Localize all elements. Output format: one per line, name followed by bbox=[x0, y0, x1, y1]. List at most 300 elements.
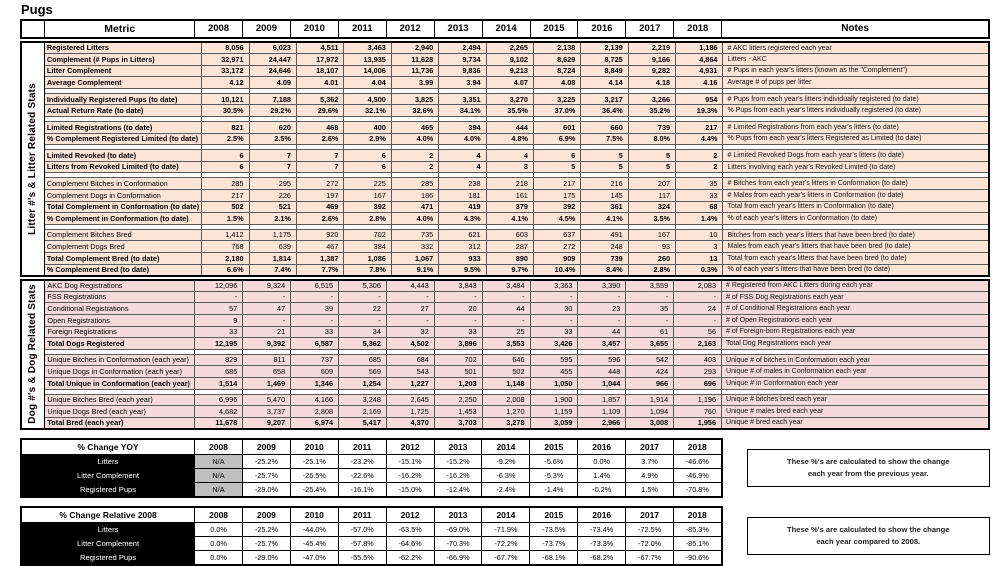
year-value: 660 bbox=[581, 122, 628, 134]
table-row bbox=[21, 229, 989, 241]
year-value: 2 bbox=[391, 150, 438, 162]
year-value: 23 bbox=[578, 303, 626, 315]
year-value: 3,843 bbox=[434, 280, 482, 292]
year-value: 7 bbox=[296, 150, 343, 162]
year-value: 502 bbox=[202, 201, 249, 213]
note-text: Total Dog Registrations each year bbox=[722, 338, 989, 350]
note-text: Unique # bred each year bbox=[722, 417, 989, 429]
year-value: 238 bbox=[439, 178, 486, 190]
year-value: 39 bbox=[291, 303, 339, 315]
year-value: 620 bbox=[249, 122, 296, 134]
metric-label: Average Complement bbox=[44, 77, 201, 89]
year-value: 621 bbox=[439, 229, 486, 241]
note-text: # of Conditional Registrations each year bbox=[722, 303, 989, 315]
summary-year-header-2017: 2017 bbox=[626, 507, 674, 523]
year-value: 2,494 bbox=[439, 42, 486, 54]
metric-label: % Complement Registered Limited (to date) bbox=[44, 133, 201, 145]
summary-value: -55.5% bbox=[338, 550, 386, 565]
year-value: 4.07 bbox=[486, 77, 533, 89]
year-value: 7 bbox=[249, 161, 296, 173]
summary-value: 0.0% bbox=[195, 550, 243, 565]
year-value: 4.4% bbox=[676, 133, 723, 145]
summary-year-header-2008: 2008 bbox=[195, 439, 243, 455]
year-value: 502 bbox=[482, 366, 530, 378]
year-value: 739 bbox=[581, 253, 628, 265]
summary-value: 0.0% bbox=[195, 522, 243, 536]
year-value: 639 bbox=[249, 241, 296, 253]
year-value: 1,453 bbox=[434, 406, 482, 418]
year-value: 361 bbox=[581, 201, 628, 213]
year-value: 5 bbox=[628, 150, 675, 162]
summary-note-line: each year from the previous year. bbox=[807, 468, 929, 478]
year-value: 379 bbox=[486, 201, 533, 213]
summary-value: -25.7% bbox=[242, 468, 290, 482]
year-value: 400 bbox=[344, 122, 391, 134]
year-value: - bbox=[482, 291, 530, 303]
year-value: - bbox=[243, 314, 291, 326]
dog-stats-table bbox=[20, 279, 990, 430]
note-text: % of each year's litters in Conformation (to date) bbox=[723, 213, 989, 225]
pct-change-yoy-block bbox=[20, 438, 990, 498]
year-value: 3,457 bbox=[578, 338, 626, 350]
year-value: 5,417 bbox=[339, 417, 387, 429]
metric-label: Conditional Registrations bbox=[45, 303, 195, 315]
summary-year-header-2016: 2016 bbox=[578, 507, 626, 523]
year-value: 811 bbox=[243, 354, 291, 366]
year-value: 3,351 bbox=[439, 93, 486, 105]
year-value: 56 bbox=[674, 326, 722, 338]
year-value: 2.6% bbox=[296, 213, 343, 225]
year-value: 7 bbox=[296, 161, 343, 173]
year-value: 22 bbox=[339, 303, 387, 315]
table-row bbox=[21, 178, 989, 190]
year-value: 35 bbox=[626, 303, 674, 315]
summary-value: -57.0% bbox=[338, 522, 386, 536]
year-value: 13 bbox=[676, 253, 723, 265]
year-value: 217 bbox=[202, 190, 249, 202]
summary-value: -46.9% bbox=[674, 468, 722, 482]
summary-value: -15.0% bbox=[386, 482, 434, 497]
summary-year-header-2008: 2008 bbox=[195, 507, 243, 523]
year-value: 332 bbox=[391, 241, 438, 253]
year-value: 6,587 bbox=[291, 338, 339, 350]
metric-label: Foreign Registrations bbox=[45, 326, 195, 338]
summary-value: -45.4% bbox=[290, 536, 338, 550]
metric-label: Individually Registered Pups (to date) bbox=[44, 93, 201, 105]
year-value: 3,737 bbox=[243, 406, 291, 418]
year-value: 4.16 bbox=[676, 77, 723, 89]
table-row bbox=[21, 77, 989, 89]
summary-title: % Change Relative 2008 bbox=[21, 507, 195, 523]
table-row bbox=[21, 161, 989, 173]
summary-year-header-2014: 2014 bbox=[482, 507, 530, 523]
summary-year-header-2018: 2018 bbox=[674, 507, 722, 523]
note-text: % Pups from each year's litters individually registered (to date) bbox=[723, 105, 989, 117]
year-value: 4.09 bbox=[249, 77, 296, 89]
summary-row bbox=[21, 550, 722, 565]
summary-value: 0.0% bbox=[578, 454, 626, 468]
table-row bbox=[21, 326, 989, 338]
table-row bbox=[21, 354, 989, 366]
summary-note-line: These %'s are calculated to show the change bbox=[786, 456, 950, 466]
metric-label: Open Registrations bbox=[45, 314, 195, 326]
year-value: 8,724 bbox=[533, 65, 580, 77]
notes-column-header: Notes bbox=[722, 20, 989, 38]
year-value: 9.5% bbox=[439, 264, 486, 276]
year-value: 5 bbox=[581, 161, 628, 173]
year-value: 595 bbox=[530, 354, 578, 366]
year-value: 186 bbox=[391, 190, 438, 202]
year-value: 1,814 bbox=[249, 253, 296, 265]
summary-value: 1.4% bbox=[578, 468, 626, 482]
year-value: 18,107 bbox=[296, 65, 343, 77]
summary-value: -67.7% bbox=[626, 550, 674, 565]
year-value: 658 bbox=[243, 366, 291, 378]
year-value: - bbox=[674, 291, 722, 303]
year-value: 5 bbox=[628, 161, 675, 173]
note-text: # AKC litters registered each year bbox=[723, 42, 989, 54]
summary-value: -15.2% bbox=[434, 454, 482, 468]
summary-value: -73.7% bbox=[530, 536, 578, 550]
summary-value: -25.4% bbox=[290, 482, 338, 497]
year-value: 8,725 bbox=[581, 54, 628, 66]
summary-value: -57.8% bbox=[338, 536, 386, 550]
year-value: 272 bbox=[296, 178, 343, 190]
year-value: - bbox=[626, 291, 674, 303]
page-title: Pugs bbox=[21, 2, 53, 17]
year-value: 569 bbox=[339, 366, 387, 378]
year-value: - bbox=[482, 314, 530, 326]
year-value: 444 bbox=[486, 122, 533, 134]
year-value: 609 bbox=[291, 366, 339, 378]
note-text: Unique # of bitches in Conformation each year bbox=[722, 354, 989, 366]
note-text: Bitches from each year's litters that have been bred (to date) bbox=[723, 229, 989, 241]
summary-value: -69.0% bbox=[434, 522, 482, 536]
summary-value: -5.3% bbox=[530, 468, 578, 482]
year-value: 181 bbox=[439, 190, 486, 202]
summary-value: -25.2% bbox=[242, 454, 290, 468]
table-row bbox=[21, 394, 989, 406]
year-value: - bbox=[291, 314, 339, 326]
year-value: 7,188 bbox=[249, 93, 296, 105]
summary-value: -62.2% bbox=[386, 550, 434, 565]
metric-label: Total Bred (each year) bbox=[45, 417, 195, 429]
summary-value: -68.2% bbox=[578, 550, 626, 565]
year-value: 4.04 bbox=[344, 77, 391, 89]
table-row bbox=[21, 291, 989, 303]
year-value: 465 bbox=[391, 122, 438, 134]
year-value: 1,175 bbox=[249, 229, 296, 241]
year-value: 167 bbox=[628, 229, 675, 241]
year-value: 403 bbox=[674, 354, 722, 366]
year-value: 491 bbox=[581, 229, 628, 241]
year-value: 4.8% bbox=[486, 133, 533, 145]
year-value: 175 bbox=[533, 190, 580, 202]
year-value: 24 bbox=[674, 303, 722, 315]
year-value: 696 bbox=[674, 377, 722, 389]
year-value: 3,703 bbox=[434, 417, 482, 429]
year-value: 47 bbox=[243, 303, 291, 315]
year-value: 890 bbox=[486, 253, 533, 265]
year-value: 2,180 bbox=[202, 253, 249, 265]
section-label-cell bbox=[21, 42, 44, 276]
year-value: 933 bbox=[439, 253, 486, 265]
year-value: 10,121 bbox=[202, 93, 249, 105]
year-value: 1,857 bbox=[578, 394, 626, 406]
year-value: 32 bbox=[386, 326, 434, 338]
year-value: 737 bbox=[291, 354, 339, 366]
year-value: 3.5% bbox=[628, 213, 675, 225]
year-value: 7.7% bbox=[296, 264, 343, 276]
year-value: 419 bbox=[439, 201, 486, 213]
year-value: 272 bbox=[533, 241, 580, 253]
summary-row-label: Litter Complement bbox=[21, 536, 195, 550]
year-value: 392 bbox=[344, 201, 391, 213]
summary-value: -47.0% bbox=[290, 550, 338, 565]
year-value: 685 bbox=[195, 366, 243, 378]
summary-year-header-2009: 2009 bbox=[242, 439, 290, 455]
year-value: 33 bbox=[676, 190, 723, 202]
year-value: 217 bbox=[533, 178, 580, 190]
summary-note-line: These %'s are calculated to show the change bbox=[786, 524, 950, 534]
year-value: 1,203 bbox=[434, 377, 482, 389]
year-value: 1,387 bbox=[296, 253, 343, 265]
year-value: 1.5% bbox=[202, 213, 249, 225]
note-text: # Bitches from each year's litters in Conformation (to date) bbox=[723, 178, 989, 190]
summary-value: -63.5% bbox=[386, 522, 434, 536]
metric-label: FSS Registrations bbox=[45, 291, 195, 303]
summary-year-header-2014: 2014 bbox=[482, 439, 530, 455]
year-value: 3,484 bbox=[482, 280, 530, 292]
summary-note-box bbox=[747, 517, 991, 555]
year-value: 646 bbox=[482, 354, 530, 366]
year-value: 248 bbox=[581, 241, 628, 253]
table-row bbox=[21, 280, 989, 292]
summary-year-header-2013: 2013 bbox=[434, 439, 482, 455]
year-value: 4.01 bbox=[296, 77, 343, 89]
year-value: 9,166 bbox=[628, 54, 675, 66]
summary-value: -66.9% bbox=[434, 550, 482, 565]
year-value: 542 bbox=[626, 354, 674, 366]
note-text: Litters - AKC bbox=[723, 54, 989, 66]
year-value: 9.1% bbox=[391, 264, 438, 276]
year-value: - bbox=[339, 314, 387, 326]
year-value: 285 bbox=[202, 178, 249, 190]
year-value: 30 bbox=[530, 303, 578, 315]
year-value: 1,186 bbox=[676, 42, 723, 54]
year-value: - bbox=[578, 314, 626, 326]
year-value: 6 bbox=[533, 150, 580, 162]
year-value: 4 bbox=[439, 161, 486, 173]
year-value: 324 bbox=[628, 201, 675, 213]
summary-value: -9.2% bbox=[482, 454, 530, 468]
summary-note-line: each year compared to 2008. bbox=[816, 536, 921, 546]
summary-value: -72.2% bbox=[482, 536, 530, 550]
summary-value: -29.0% bbox=[243, 550, 291, 565]
year-value: 1,196 bbox=[674, 394, 722, 406]
summary-value: -2.4% bbox=[482, 482, 530, 497]
year-value: 6 bbox=[202, 161, 249, 173]
note-text: # Pups in each year's litters (known as the "Complement") bbox=[723, 65, 989, 77]
year-value: 3,825 bbox=[391, 93, 438, 105]
summary-row bbox=[21, 468, 722, 482]
year-value: 4.0% bbox=[391, 133, 438, 145]
summary-year-header-2010: 2010 bbox=[290, 507, 338, 523]
year-header-2013: 2013 bbox=[434, 20, 482, 38]
summary-title: % Change YOY bbox=[21, 439, 195, 455]
note-text: Unique # bitches bred each year bbox=[722, 394, 989, 406]
year-value: 4.1% bbox=[581, 213, 628, 225]
year-value: 2,808 bbox=[291, 406, 339, 418]
year-header-2018: 2018 bbox=[674, 20, 722, 38]
metric-label: Unique Dogs in Conformation (each year) bbox=[45, 366, 195, 378]
year-value: 29.2% bbox=[249, 105, 296, 117]
year-value: 3,363 bbox=[530, 280, 578, 292]
note-text: # Limited Registrations from each year's litters (to date) bbox=[723, 122, 989, 134]
summary-header-row bbox=[21, 439, 722, 455]
year-value: 4.14 bbox=[581, 77, 628, 89]
metric-label: AKC Dog Registrations bbox=[45, 280, 195, 292]
metric-label: Litter Complement bbox=[44, 65, 201, 77]
table-row bbox=[21, 406, 989, 418]
year-value: 2.5% bbox=[249, 133, 296, 145]
summary-value: -22.6% bbox=[338, 468, 386, 482]
year-value: 4.0% bbox=[439, 133, 486, 145]
year-value: 768 bbox=[202, 241, 249, 253]
year-value: 4.5% bbox=[533, 213, 580, 225]
summary-value: -68.1% bbox=[530, 550, 578, 565]
year-value: 4,511 bbox=[296, 42, 343, 54]
year-value: 1,469 bbox=[243, 377, 291, 389]
year-header-2016: 2016 bbox=[578, 20, 626, 38]
year-value: 34.1% bbox=[439, 105, 486, 117]
year-value: 8.0% bbox=[628, 133, 675, 145]
year-value: 260 bbox=[628, 253, 675, 265]
year-value: 6 bbox=[202, 150, 249, 162]
year-value: 287 bbox=[486, 241, 533, 253]
summary-value: -72.0% bbox=[626, 536, 674, 550]
year-value: - bbox=[434, 314, 482, 326]
year-value: 34 bbox=[339, 326, 387, 338]
table-row bbox=[21, 241, 989, 253]
year-value: - bbox=[386, 291, 434, 303]
year-value: 32,971 bbox=[202, 54, 249, 66]
year-value: 3 bbox=[486, 161, 533, 173]
year-value: 760 bbox=[674, 406, 722, 418]
year-header-2014: 2014 bbox=[482, 20, 530, 38]
year-value: 27 bbox=[386, 303, 434, 315]
metric-label: Total Unique in Conformation (each year) bbox=[45, 377, 195, 389]
year-value: 2,219 bbox=[628, 42, 675, 54]
summary-value: -85.1% bbox=[674, 536, 722, 550]
year-value: 3 bbox=[676, 241, 723, 253]
year-value: 920 bbox=[296, 229, 343, 241]
metric-label: Actual Return Rate (to date) bbox=[44, 105, 201, 117]
summary-value: -72.5% bbox=[626, 522, 674, 536]
year-header-2008: 2008 bbox=[195, 20, 243, 38]
year-value: 702 bbox=[434, 354, 482, 366]
note-text: Total from each year's litters that have been bred (to date) bbox=[723, 253, 989, 265]
year-value: 35.2% bbox=[628, 105, 675, 117]
year-value: 384 bbox=[344, 241, 391, 253]
metric-label: Complement (# Pups in Litters) bbox=[44, 54, 201, 66]
year-value: 33 bbox=[434, 326, 482, 338]
summary-value: -5.6% bbox=[530, 454, 578, 468]
table-row bbox=[21, 417, 989, 429]
year-value: 14,006 bbox=[344, 65, 391, 77]
summary-row bbox=[21, 482, 722, 497]
year-value: 35 bbox=[676, 178, 723, 190]
summary-value: 3.7% bbox=[626, 454, 674, 468]
summary-year-header-2012: 2012 bbox=[386, 507, 434, 523]
year-value: 5 bbox=[533, 161, 580, 173]
summary-value: -70.3% bbox=[434, 536, 482, 550]
year-value: 394 bbox=[439, 122, 486, 134]
year-value: 33 bbox=[530, 326, 578, 338]
year-value: - bbox=[195, 291, 243, 303]
year-value: 2,250 bbox=[434, 394, 482, 406]
summary-row-label: Registered Pups bbox=[21, 550, 195, 565]
year-value: 161 bbox=[486, 190, 533, 202]
table-row bbox=[21, 338, 989, 350]
year-value: 0.3% bbox=[676, 264, 723, 276]
year-value: 601 bbox=[533, 122, 580, 134]
year-value: 521 bbox=[249, 201, 296, 213]
year-value: 2,163 bbox=[674, 338, 722, 350]
main-header-row bbox=[21, 20, 989, 38]
year-value: 702 bbox=[344, 229, 391, 241]
year-value: - bbox=[243, 291, 291, 303]
year-value: - bbox=[434, 291, 482, 303]
summary-year-header-2017: 2017 bbox=[626, 439, 674, 455]
year-value: 68 bbox=[676, 201, 723, 213]
year-value: 12,096 bbox=[195, 280, 243, 292]
year-value: 1,148 bbox=[482, 377, 530, 389]
year-value: 37.0% bbox=[533, 105, 580, 117]
year-value: 4.12 bbox=[202, 77, 249, 89]
table-row bbox=[21, 105, 989, 117]
note-text: % of each year's litters that have been bred (to date) bbox=[723, 264, 989, 276]
main-table-header bbox=[20, 19, 990, 39]
year-value: 3,278 bbox=[482, 417, 530, 429]
summary-value: -6.3% bbox=[482, 468, 530, 482]
note-text: Litters involving each year's Revoked Limited (to date) bbox=[723, 161, 989, 173]
year-value: 2.9% bbox=[344, 133, 391, 145]
year-value: 197 bbox=[296, 190, 343, 202]
year-value: - bbox=[530, 314, 578, 326]
year-value: 9,392 bbox=[243, 338, 291, 350]
year-value: 3,270 bbox=[486, 93, 533, 105]
year-value: 4,443 bbox=[386, 280, 434, 292]
summary-value: -64.6% bbox=[386, 536, 434, 550]
summary-value: 1.5% bbox=[626, 482, 674, 497]
table-row bbox=[21, 377, 989, 389]
year-value: 1,094 bbox=[626, 406, 674, 418]
table-row bbox=[21, 133, 989, 145]
year-value: 1,050 bbox=[530, 377, 578, 389]
summary-value: -23.2% bbox=[338, 454, 386, 468]
year-value: 32.6% bbox=[391, 105, 438, 117]
year-value: 6.9% bbox=[533, 133, 580, 145]
year-value: 2,265 bbox=[486, 42, 533, 54]
year-value: 3,463 bbox=[344, 42, 391, 54]
year-value: 469 bbox=[296, 201, 343, 213]
year-value: 7.4% bbox=[249, 264, 296, 276]
year-value: 11,736 bbox=[391, 65, 438, 77]
year-value: 1,109 bbox=[578, 406, 626, 418]
summary-value: -70.8% bbox=[674, 482, 722, 497]
year-value: 829 bbox=[195, 354, 243, 366]
